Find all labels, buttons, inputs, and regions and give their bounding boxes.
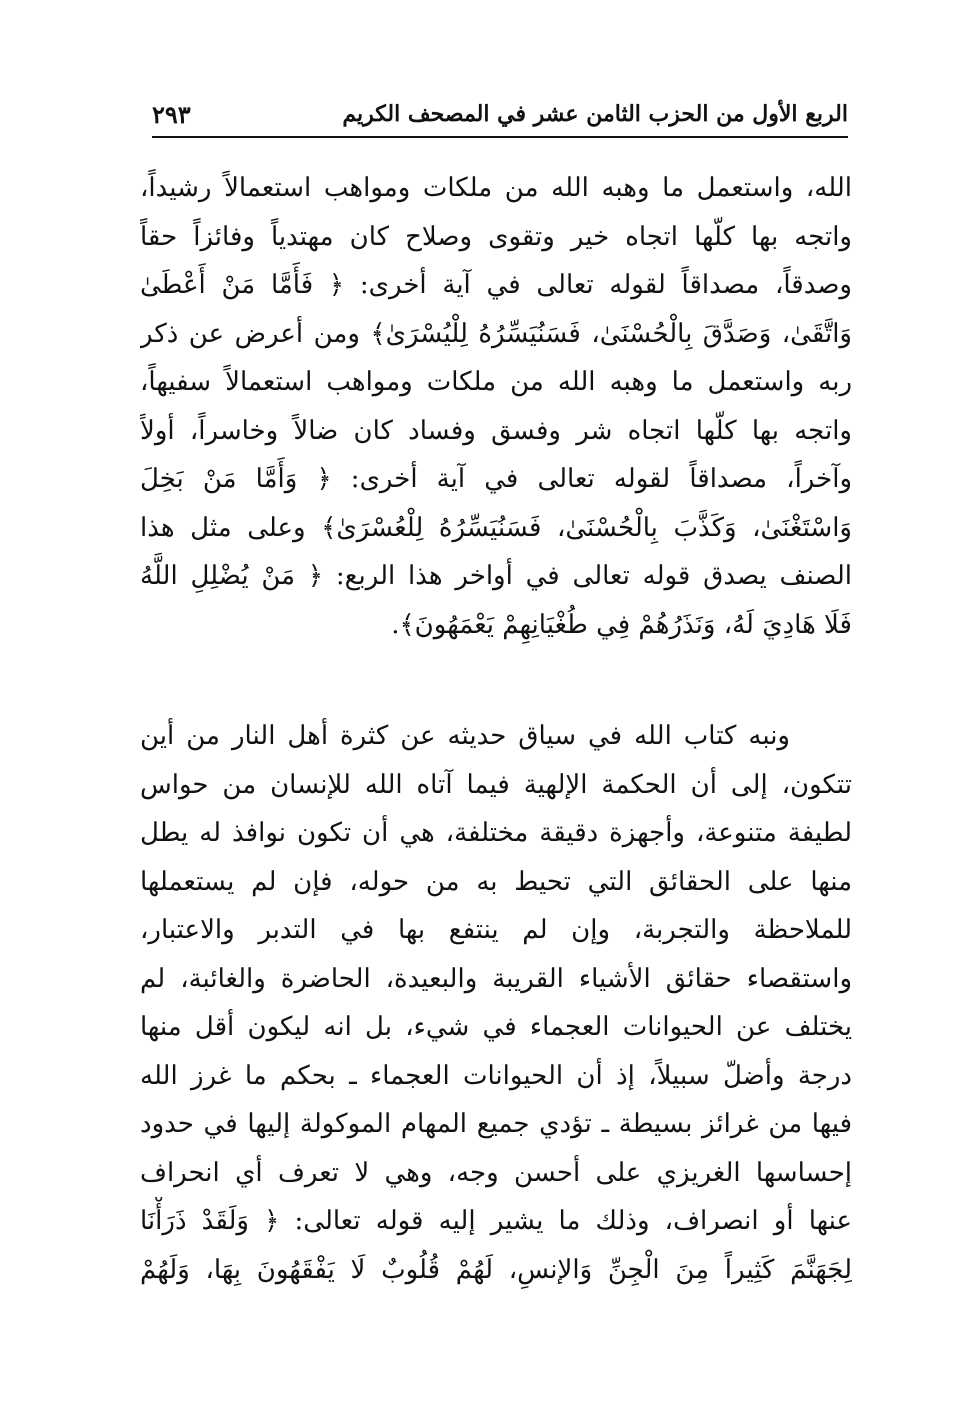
paragraph-line: تتكون، إلى أن الحكمة الإلهية فيما آتاه الله للإنسان من حواس (140, 769, 852, 800)
paragraph-2 (140, 712, 852, 1294)
running-header (152, 92, 848, 138)
paragraph-line: لطيفة متنوعة، وأجهزة دقيقة مختلفة، هي أن تكون نوافذ له يطل (140, 818, 852, 848)
paragraph-line: واتجه بها كلّها اتجاه شر وفسق وفساد كان ضالاً وخاسراً، أولاً (140, 415, 852, 446)
paragraph-line: لِجَهَنَّمَ كَثِيراً مِنَ الْجِنِّ وَالإنسِ، لَهُمْ قُلُوبٌ لَا يَفْقَهُونَ بِهَا، وَلَهُمْ (140, 1254, 852, 1285)
paragraph-line: الله، واستعمل ما وهبه الله من ملكات ومواهب استعمالاً رشيداً، (140, 173, 852, 203)
paragraph-line: عنها أو انصراف، وذلك ما يشير إليه قوله تعالى: ﴿ وَلَقَدْ ذَرَأْنَا (140, 1206, 852, 1236)
paragraph-line: الصنف يصدق قوله تعالى في أواخر هذا الربع: ﴿ مَنْ يُضْلِلِ اللَّهُ (140, 561, 852, 591)
paragraph-line: منها على الحقائق التي تحيط به من حوله، فإن لم يستعملها (140, 866, 852, 897)
paragraph-line: وآخراً، مصداقاً لقوله تعالى في آية أخرى: ﴿ وَأَمَّا مَنْ بَخِلَ (140, 464, 852, 494)
paragraph-line: درجة وأضلّ سبيلاً، إذ أن الحيوانات العجماء ـ بحكم ما غرز الله (140, 1060, 852, 1091)
page-number: ٢٩٣ (152, 99, 191, 129)
paragraph-line: للملاحظة والتجربة، وإن لم ينتفع بها في التدبر والاعتبار، (140, 915, 852, 945)
paragraph-line: وَاتَّقَىٰ، وَصَدَّقَ بِالْحُسْنَىٰ، فَسَنُيَسِّرُهُ لِلْيُسْرَىٰ﴾ ومن أعرض عن ذكر (140, 318, 852, 349)
paragraph-line: فيها من غرائز بسيطة ـ تؤدي جميع المهام الموكولة إليها في حدود (140, 1109, 852, 1139)
paragraph-line: ربه واستعمل ما وهبه الله من ملكات ومواهب استعمالاً سفيهاً، (140, 367, 852, 397)
paragraph-1 (140, 164, 852, 649)
paragraph-line: واستقصاء حقائق الأشياء القريبة والبعيدة، الحاضرة والغائبة، لم (140, 963, 852, 994)
paragraph-line: يختلف عن الحيوانات العجماء في شيء، بل انه ليكون أقل منها (140, 1012, 852, 1042)
paragraph-line: إحساسها الغريزي على أحسن وجه، وهي لا تعرف أي انحراف (140, 1157, 852, 1188)
running-title: الربع الأول من الحزب الثامن عشر في المصحف الكريم (342, 101, 848, 127)
paragraph-line: وصدقاً، مصداقاً لقوله تعالى في آية أخرى: ﴿ فَأَمَّا مَنْ أَعْطَىٰ (140, 270, 852, 300)
paragraph-line: وَاسْتَغْنَىٰ، وَكَذَّبَ بِالْحُسْنَىٰ، فَسَنُيَسِّرُهُ لِلْعُسْرَىٰ﴾ وعلى مثل هذا (140, 512, 852, 543)
paragraph-line: واتجه بها كلّها اتجاه خير وتقوى وصلاح كان مهتدياً وفائزاً حقاً (140, 221, 852, 252)
paragraph-line: ونبه كتاب الله في سياق حديثه عن كثرة أهل النار من أين (140, 721, 790, 751)
paragraph-line: فَلَا هَادِيَ لَهُ، وَنَذَرُهُمْ فِي طُغْيَانِهِمْ يَعْمَهُونَ﴾. (391, 609, 852, 640)
